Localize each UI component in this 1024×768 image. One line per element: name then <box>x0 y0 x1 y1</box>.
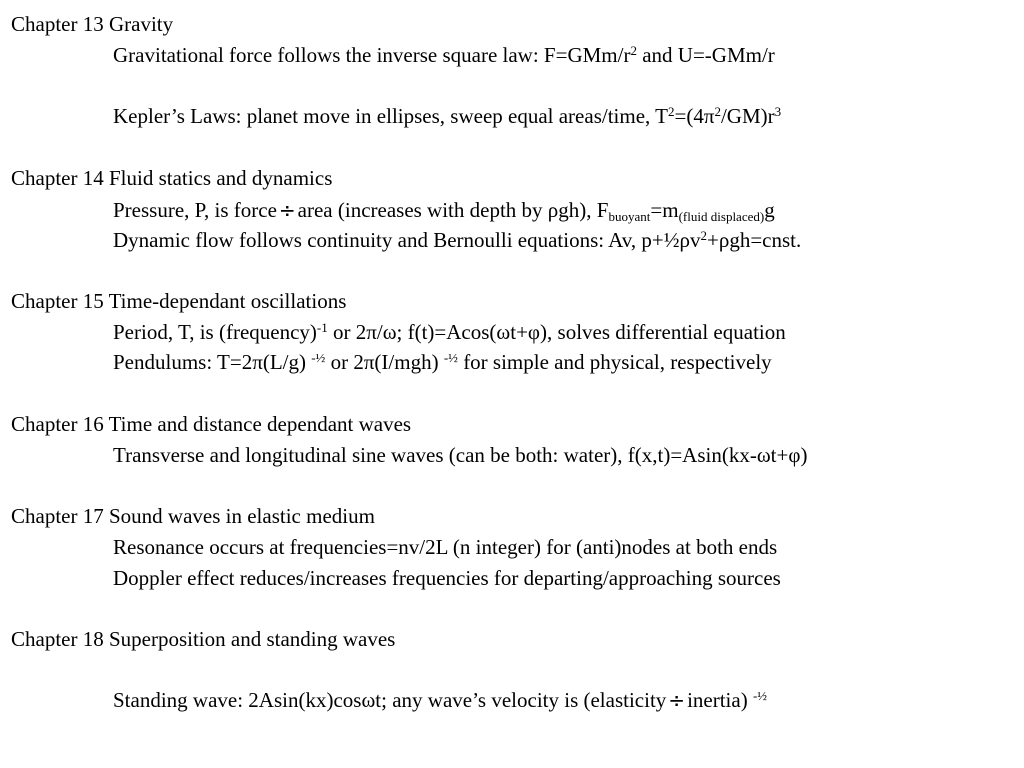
gravity-force-line <box>113 42 775 67</box>
doppler-line <box>113 568 781 589</box>
pendulums-line <box>113 349 772 374</box>
text-segment: Doppler effect reduces/increases frequencies for departing/approaching sources <box>113 566 781 590</box>
chapter-18-title: Chapter 18 Superposition and standing waves <box>11 627 396 651</box>
text-segment: =(4π <box>674 104 715 128</box>
superscript: -½ <box>752 687 768 703</box>
text-segment: +ρgh=cnst. <box>707 228 802 252</box>
period-line <box>113 319 786 344</box>
standing-wave-line <box>113 687 768 712</box>
division-sign-icon: ÷ <box>278 198 296 222</box>
superscript: -½ <box>311 349 326 365</box>
pressure-line <box>113 198 775 224</box>
superscript: 2 <box>714 103 721 119</box>
text-segment: Transverse and longitudinal sine waves (can be both: water), f(x,t)=Asin(kx-ωt+φ) <box>113 443 808 467</box>
superscript: 2 <box>667 103 675 119</box>
text-segment: Period, T, is (frequency) <box>113 320 317 344</box>
text-segment: Standing wave: 2Asin(kx)cosωt; any wave’s velocity is (elasticity <box>113 688 667 712</box>
superscript: -½ <box>443 349 458 365</box>
text-segment: g <box>764 198 775 222</box>
division-sign-icon: ÷ <box>668 688 686 712</box>
chapter-14-title: Chapter 14 Fluid statics and dynamics <box>11 166 333 190</box>
text-segment: /GM)r <box>720 104 775 128</box>
chapter-16-title: Chapter 16 Time and distance dependant waves <box>11 412 412 436</box>
text-segment: Resonance occurs at frequencies=nv/2L (n integer) for (anti)nodes at both ends <box>113 535 778 559</box>
text-segment: or 2π(I/mgh) <box>325 350 444 374</box>
sine-waves-line <box>113 445 807 466</box>
text-segment: inertia) <box>687 688 753 712</box>
superscript: 2 <box>700 227 708 243</box>
superscript: 3 <box>774 103 782 119</box>
subscript: (fluid displaced) <box>678 208 765 224</box>
text-segment: Pressure, P, is force <box>113 198 277 222</box>
text-segment: Pendulums: T=2π(L/g) <box>113 350 312 374</box>
text-segment: Dynamic flow follows continuity and Bernoulli equations: Av, p+½ρv <box>113 228 701 252</box>
text-segment: or 2π/ω; f(t)=Acos(ωt+φ), solves differential equation <box>327 320 786 344</box>
text-segment: area (increases with depth by ρgh), F <box>297 198 609 222</box>
bernoulli-line <box>113 227 802 252</box>
text-segment: and U=-GMm/r <box>636 43 775 67</box>
superscript: -1 <box>316 319 328 335</box>
chapter-15-title: Chapter 15 Time-dependant oscillations <box>11 289 347 313</box>
text-segment: Gravitational force follows the inverse square law: F=GMm/r <box>113 43 631 67</box>
superscript: 2 <box>630 42 637 58</box>
text-segment: =m <box>650 198 679 222</box>
subscript: buoyant <box>608 208 651 224</box>
text-segment: Kepler’s Laws: planet move in ellipses, sweep equal areas/time, T <box>113 104 668 128</box>
chapter-17-title: Chapter 17 Sound waves in elastic medium <box>11 504 375 528</box>
chapter-13-title: Chapter 13 Gravity <box>11 12 174 36</box>
text-segment: for simple and physical, respectively <box>457 350 772 374</box>
kepler-laws-line <box>113 103 782 128</box>
resonance-line <box>113 537 777 558</box>
